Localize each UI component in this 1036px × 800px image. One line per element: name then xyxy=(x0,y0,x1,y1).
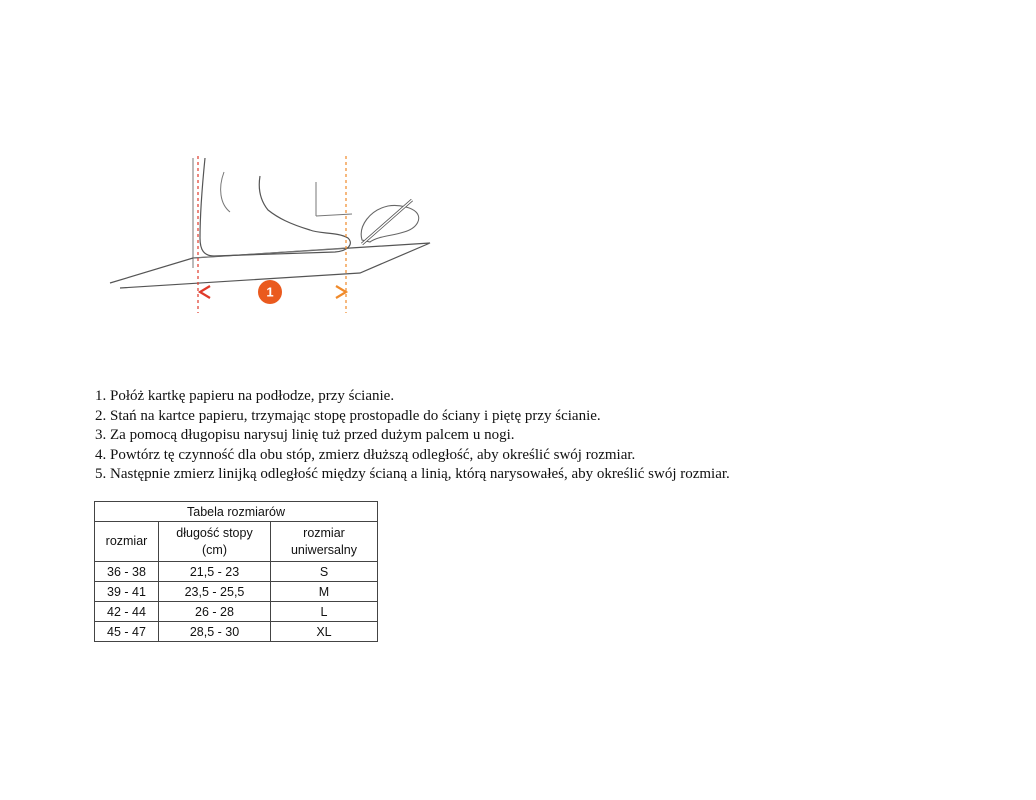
cell-size-range: 36 - 38 xyxy=(95,562,159,582)
cell-size-range: 42 - 44 xyxy=(95,602,159,622)
size-table xyxy=(94,501,378,642)
table-row xyxy=(95,582,378,602)
instruction-step: 4. Powtórz tę czynność dla obu stóp, zmierz dłuższą odległość, aby określić swój rozmiar. xyxy=(95,446,636,463)
cell-size-range: 45 - 47 xyxy=(95,622,159,642)
instructions-list xyxy=(95,387,730,485)
cell-universal-size: M xyxy=(271,582,378,602)
foot-outline xyxy=(200,158,350,256)
table-row xyxy=(95,562,378,582)
table-row xyxy=(95,602,378,622)
column-header-size: rozmiar xyxy=(95,522,159,562)
table-title-row xyxy=(95,502,378,522)
foot-measurement-illustration xyxy=(100,148,440,318)
cell-foot-length: 23,5 - 25,5 xyxy=(159,582,271,602)
table-header-row xyxy=(95,522,378,562)
cell-universal-size: L xyxy=(271,602,378,622)
instruction-step: 2. Stań na kartce papieru, trzymając stopę prostopadle do ściany i piętę przy ścianie. xyxy=(95,407,601,424)
column-header-foot-length: długość stopy (cm) xyxy=(159,522,271,562)
table-row xyxy=(95,622,378,642)
instruction-step: 1. Połóż kartkę papieru na podłodze, przy ścianie. xyxy=(95,388,395,404)
leg-back xyxy=(221,172,230,212)
wall-base xyxy=(316,214,352,216)
cell-size-range: 39 - 41 xyxy=(95,582,159,602)
step-badge-number: 1 xyxy=(266,284,274,300)
cell-foot-length: 28,5 - 30 xyxy=(159,622,271,642)
cell-foot-length: 21,5 - 23 xyxy=(159,562,271,582)
cell-universal-size: S xyxy=(271,562,378,582)
table-title: Tabela rozmiarów xyxy=(95,502,378,522)
cell-foot-length: 26 - 28 xyxy=(159,602,271,622)
instruction-step: 5. Następnie zmierz linijką odległość między ścianą a linią, którą narysowałeś, aby określić swój rozmiar. xyxy=(95,466,730,482)
column-header-universal-size: rozmiar uniwersalny xyxy=(271,522,378,562)
cell-universal-size: XL xyxy=(271,622,378,642)
instruction-step: 3. Za pomocą długopisu narysuj linię tuż przed dużym palcem u nogi. xyxy=(95,427,515,443)
